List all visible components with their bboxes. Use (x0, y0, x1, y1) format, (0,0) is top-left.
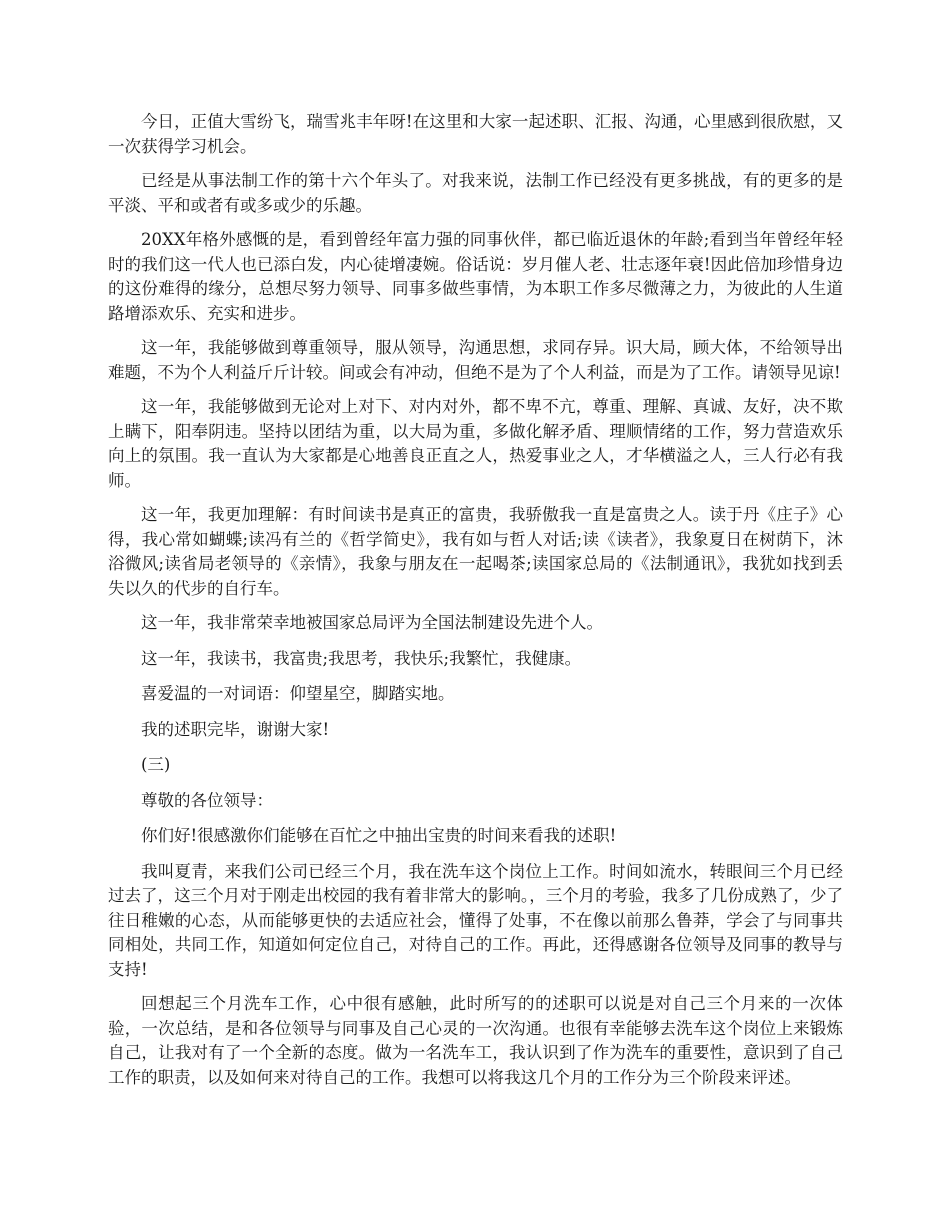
paragraph: 喜爱温的一对词语：仰望星空，脚踏实地。 (141, 684, 455, 703)
paragraph: 这一年，我非常荣幸地被国家总局评为全国法制建设先进个人。 (141, 613, 603, 632)
paragraph: 这一年，我能够做到尊重领导，服从领导，沟通思想，求同存异。识大局，顾大体，不给领导出难题，不为个人利益斤斤计较。间或会有冲动，但绝不是为了个人利益，而是为了工作。请领导见谅! (108, 338, 843, 382)
paragraph: 你们好!很感激你们能够在百忙之中抽出宝贵的时间来看我的述职! (141, 826, 617, 845)
paragraph: 这一年，我能够做到无论对上对下、对内对外，都不卑不亢，尊重、理解、真诚、友好，决不欺上瞒下，阳奉阴违。坚持以团结为重，以大局为重，多做化解矛盾、理顺情绪的工作，努力营造欢乐向上的氛围。我一直认为大家都是心地善良正直之人，热爱事业之人，才华横溢之人，三人行必有我师。 (108, 397, 843, 490)
section-marker: (三) (141, 755, 171, 774)
paragraph: 我叫夏青，来我们公司已经三个月，我在洗车这个岗位上工作。时间如流水，转眼间三个月已经过去了，这三个月对于刚走出校园的我有着非常大的影响。，三个月的考验，我多了几份成熟了，少了往日稚嫩的心态，从而能够更快的去适应社会，懂得了处事，不在像以前那么鲁莽，学会了与同事共同相处，共同工作，知道如何定位自己，对待自己的工作。再此，还得感谢各位领导及同事的教导与支持! (108, 861, 843, 979)
paragraph: 20XX年格外感慨的是，看到曾经年富力强的同事伙伴，都已临近退休的年龄;看到当年曾经年轻时的我们这一代人也已添白发，内心徒增凄婉。俗话说：岁月催人老、壮志逐年衰!因此倍加珍惜身边的这份难得的缘分，总想尽努力领导、同事多做些事情，为本职工作多尽微薄之力，为彼此的人生道路增添欢乐、充实和进步。 (108, 230, 843, 323)
paragraph: 这一年，我读书，我富贵;我思考，我快乐;我繁忙，我健康。 (141, 648, 582, 668)
paragraph: 回想起三个月洗车工作，心中很有感触，此时所写的的述职可以说是对自己三个月来的一次体验，一次总结，是和各位领导与同事及自己心灵的一次沟通。也很有幸能够去洗车这个岗位上来锻炼自己，让我对有了一个全新的态度。做为一名洗车工，我认识到了作为洗车的重要性，意识到了自己工作的职责，以及如何来对待自己的工作。我想可以将我这几个月的工作分为三个阶段来评述。 (108, 994, 843, 1087)
paragraph: 已经是从事法制工作的第十六个年头了。对我来说，法制工作已经没有更多挑战，有的更多的是平淡、平和或者有或多或少的乐趣。 (108, 171, 843, 215)
paragraph: 今日，正值大雪纷飞，瑞雪兆丰年呀!在这里和大家一起述职、汇报、沟通，心里感到很欣慰，又一次获得学习机会。 (108, 112, 843, 156)
paragraph: 我的述职完毕，谢谢大家! (141, 719, 330, 739)
salutation: 尊敬的各位领导： (141, 790, 273, 810)
document-body (108, 110, 843, 1100)
paragraph: 这一年，我更加理解：有时间读书是真正的富贵，我骄傲我一直是富贵之人。读于丹《庄子》心得，我心常如蝴蝶;读冯有兰的《哲学简史》，我有如与哲人对话;读《读者》，我象夏日在树荫下，沐浴微风;读省局老领导的《亲情》，我象与朋友在一起喝茶;读国家总局的《法制通讯》，我犹如找到丢失以久的代步的自行车。 (108, 505, 843, 598)
